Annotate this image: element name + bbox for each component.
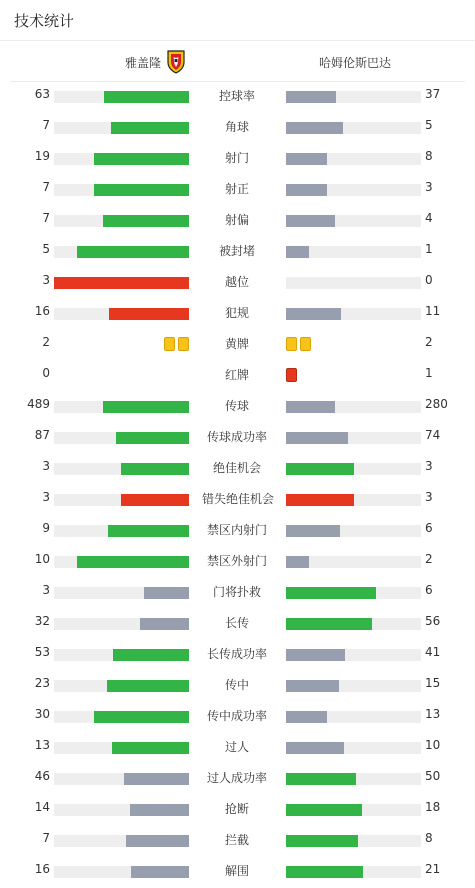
stat-label: 红牌 — [224, 368, 249, 382]
away-stat-value: 2 — [425, 552, 433, 566]
away-stat-value: 2 — [425, 335, 433, 349]
away-stat-bar-fill — [286, 742, 344, 754]
home-stat-bar — [54, 463, 189, 475]
home-stat-value: 63 — [34, 87, 50, 101]
away-stat-value: 56 — [425, 614, 441, 628]
home-stat-bar-fill — [113, 649, 189, 661]
away-stat-value: 280 — [425, 397, 448, 411]
stat-row — [0, 241, 475, 261]
home-stat-bar-fill — [109, 308, 189, 320]
home-stat-bar-fill — [77, 556, 189, 568]
home-stat-bar-fill — [144, 587, 189, 599]
home-stat-value: 30 — [34, 707, 50, 721]
away-stat-bar — [286, 649, 421, 661]
stat-row — [0, 179, 475, 199]
home-stat-value: 3 — [42, 490, 50, 504]
away-stat-bar — [286, 277, 421, 289]
away-stat-bar-fill — [286, 835, 358, 847]
stat-label: 门将扑救 — [212, 585, 261, 599]
away-stat-bar — [286, 711, 421, 723]
away-stat-bar-fill — [286, 401, 335, 413]
stat-row — [0, 365, 475, 385]
home-stat-value: 10 — [34, 552, 50, 566]
home-stat-bar — [54, 308, 189, 320]
home-stat-bar — [54, 525, 189, 537]
stat-row — [0, 644, 475, 664]
home-stat-bar-fill — [131, 866, 189, 878]
away-stat-bar — [286, 494, 421, 506]
stat-row — [0, 768, 475, 788]
away-stat-bar-fill — [286, 866, 363, 878]
stat-row — [0, 303, 475, 323]
home-team-name: 雅盖隆 — [124, 56, 161, 70]
home-stat-bar-fill — [121, 494, 189, 506]
home-stat-bar — [54, 742, 189, 754]
home-stat-value: 3 — [42, 273, 50, 287]
away-stat-bar-fill — [286, 432, 348, 444]
away-stat-bar — [286, 835, 421, 847]
stat-label: 过人 — [224, 740, 249, 754]
home-stat-bar-fill — [94, 184, 189, 196]
away-stat-bar — [286, 556, 421, 568]
yellow-card-icon — [164, 337, 175, 351]
away-stat-bar-fill — [286, 804, 362, 816]
away-stat-bar — [286, 742, 421, 754]
away-stat-bar-fill — [286, 215, 335, 227]
away-stat-bar-fill — [286, 153, 327, 165]
away-stat-value: 74 — [425, 428, 441, 442]
home-stat-bar — [54, 153, 189, 165]
home-stat-bar-fill — [130, 804, 189, 816]
away-stat-value: 50 — [425, 769, 441, 783]
away-stat-value: 3 — [425, 459, 433, 473]
away-stat-value: 37 — [425, 87, 441, 101]
home-stat-bar — [54, 711, 189, 723]
stat-row — [0, 458, 475, 478]
away-stat-bar-fill — [286, 308, 341, 320]
stat-label: 绝佳机会 — [212, 461, 261, 475]
away-team-header — [237, 46, 475, 78]
home-stat-bar-fill — [77, 246, 189, 258]
stat-label: 长传成功率 — [206, 647, 267, 661]
away-stat-value: 1 — [425, 242, 433, 256]
home-stat-bar-fill — [121, 463, 189, 475]
away-stat-bar — [286, 91, 421, 103]
divider — [10, 81, 465, 82]
home-stat-bar — [54, 246, 189, 258]
away-stat-value: 3 — [425, 180, 433, 194]
away-stat-bar-fill — [286, 525, 340, 537]
away-stat-bar — [286, 308, 421, 320]
stat-label: 犯规 — [224, 306, 249, 320]
away-stat-bar — [286, 153, 421, 165]
stat-row — [0, 830, 475, 850]
home-stat-value: 3 — [42, 459, 50, 473]
home-stat-bar — [54, 122, 189, 134]
away-stat-bar-fill — [286, 122, 343, 134]
stat-row — [0, 520, 475, 540]
home-stat-value: 23 — [34, 676, 50, 690]
home-stat-value: 13 — [34, 738, 50, 752]
home-stat-bar — [54, 680, 189, 692]
home-stat-bar — [54, 835, 189, 847]
stat-row — [0, 148, 475, 168]
stat-row — [0, 737, 475, 757]
away-stat-bar — [286, 773, 421, 785]
away-stat-value: 0 — [425, 273, 433, 287]
home-stat-bar-fill — [107, 680, 189, 692]
page-title: 技术统计 — [14, 12, 75, 30]
away-stat-bar — [286, 618, 421, 630]
home-stat-value: 5 — [42, 242, 50, 256]
stat-label: 传球成功率 — [206, 430, 267, 444]
stat-label: 传中 — [224, 678, 249, 692]
stat-label: 错失绝佳机会 — [202, 492, 275, 506]
home-stat-bar — [54, 432, 189, 444]
home-stat-value: 16 — [34, 862, 50, 876]
home-stat-bar — [54, 804, 189, 816]
stat-label: 黄牌 — [224, 337, 249, 351]
away-stat-bar-fill — [286, 680, 339, 692]
away-stat-value: 13 — [425, 707, 441, 721]
home-stat-value: 7 — [42, 180, 50, 194]
away-stat-bar-fill — [286, 246, 309, 258]
home-stat-bar — [54, 773, 189, 785]
stat-row — [0, 427, 475, 447]
stat-label: 传中成功率 — [206, 709, 267, 723]
home-stat-value: 7 — [42, 118, 50, 132]
home-cards — [164, 337, 189, 351]
away-stat-value: 18 — [425, 800, 441, 814]
away-stat-value: 10 — [425, 738, 441, 752]
home-stat-value: 46 — [34, 769, 50, 783]
home-stat-bar-fill — [108, 525, 189, 537]
home-stat-bar — [54, 649, 189, 661]
home-stat-bar-fill — [116, 432, 189, 444]
stat-row — [0, 582, 475, 602]
home-stat-bar — [54, 401, 189, 413]
away-stat-bar-fill — [286, 184, 327, 196]
stat-row — [0, 396, 475, 416]
away-stat-value: 41 — [425, 645, 441, 659]
home-stat-value: 87 — [34, 428, 50, 442]
away-stat-value: 8 — [425, 149, 433, 163]
away-stat-bar — [286, 215, 421, 227]
stat-label: 过人成功率 — [206, 771, 267, 785]
home-stat-value: 489 — [27, 397, 50, 411]
away-stat-value: 1 — [425, 366, 433, 380]
stat-row — [0, 86, 475, 106]
home-stat-value: 14 — [34, 800, 50, 814]
away-stat-value: 21 — [425, 862, 441, 876]
home-stat-bar-fill — [94, 711, 189, 723]
home-stat-bar — [54, 277, 189, 289]
stat-row — [0, 613, 475, 633]
away-cards — [286, 337, 311, 351]
home-stat-bar — [54, 866, 189, 878]
stat-label: 射门 — [224, 151, 249, 165]
stat-label: 传球 — [224, 399, 249, 413]
stat-row — [0, 334, 475, 354]
jagiellonia-crest-icon — [166, 49, 186, 74]
away-stat-bar — [286, 246, 421, 258]
stat-label: 禁区外射门 — [206, 554, 267, 568]
away-stat-bar-fill — [286, 587, 376, 599]
home-stat-value: 2 — [42, 335, 50, 349]
yellow-card-icon — [286, 337, 297, 351]
stat-row — [0, 861, 475, 881]
stat-label: 越位 — [224, 275, 249, 289]
home-stat-bar-fill — [103, 401, 189, 413]
away-stat-bar — [286, 184, 421, 196]
stat-row — [0, 489, 475, 509]
home-stat-value: 7 — [42, 831, 50, 845]
stat-label: 被封堵 — [218, 244, 255, 258]
home-stat-value: 19 — [34, 149, 50, 163]
away-stat-bar — [286, 680, 421, 692]
away-stat-value: 5 — [425, 118, 433, 132]
stat-row — [0, 272, 475, 292]
away-stat-bar — [286, 587, 421, 599]
away-stat-bar-fill — [286, 649, 345, 661]
away-cards — [286, 368, 297, 382]
stat-row — [0, 551, 475, 571]
away-stat-bar-fill — [286, 556, 309, 568]
home-stat-bar — [54, 184, 189, 196]
stat-label: 拦截 — [224, 833, 249, 847]
home-stat-bar — [54, 587, 189, 599]
home-stat-bar-fill — [124, 773, 189, 785]
home-stat-value: 7 — [42, 211, 50, 225]
home-stat-bar-fill — [103, 215, 189, 227]
home-stat-bar — [54, 494, 189, 506]
away-stat-bar — [286, 401, 421, 413]
away-stat-value: 6 — [425, 583, 433, 597]
away-stat-value: 11 — [425, 304, 441, 318]
stat-label: 角球 — [224, 120, 249, 134]
home-stat-bar — [54, 556, 189, 568]
away-stat-bar — [286, 525, 421, 537]
stat-label: 解围 — [224, 864, 249, 878]
stat-label: 射偏 — [224, 213, 249, 227]
home-stat-bar-fill — [54, 277, 189, 289]
stat-row — [0, 210, 475, 230]
stat-row — [0, 706, 475, 726]
away-stat-bar-fill — [286, 711, 327, 723]
stat-label: 长传 — [224, 616, 249, 630]
stat-row — [0, 799, 475, 819]
stat-label: 禁区内射门 — [206, 523, 267, 537]
away-stat-value: 4 — [425, 211, 433, 225]
stat-row — [0, 675, 475, 695]
stat-label: 抢断 — [224, 802, 249, 816]
home-team-header — [0, 46, 237, 78]
home-stat-bar-fill — [94, 153, 189, 165]
home-stat-bar-fill — [104, 91, 189, 103]
yellow-card-icon — [178, 337, 189, 351]
home-stat-value: 3 — [42, 583, 50, 597]
away-stat-bar — [286, 804, 421, 816]
home-stat-bar — [54, 215, 189, 227]
away-stat-value: 8 — [425, 831, 433, 845]
away-stat-bar — [286, 122, 421, 134]
away-stat-bar-fill — [286, 494, 354, 506]
home-stat-value: 16 — [34, 304, 50, 318]
home-stat-bar-fill — [112, 742, 189, 754]
divider — [0, 40, 475, 41]
home-stat-bar — [54, 91, 189, 103]
home-stat-value: 32 — [34, 614, 50, 628]
away-stat-bar-fill — [286, 91, 336, 103]
home-stat-bar — [54, 618, 189, 630]
home-stat-value: 0 — [42, 366, 50, 380]
stat-label: 控球率 — [218, 89, 255, 103]
away-team-name: 哈姆伦斯巴达 — [319, 56, 392, 70]
home-stat-value: 53 — [34, 645, 50, 659]
home-stat-value: 9 — [42, 521, 50, 535]
away-stat-bar — [286, 463, 421, 475]
home-stat-bar-fill — [140, 618, 189, 630]
home-stat-bar-fill — [126, 835, 189, 847]
away-stat-bar — [286, 432, 421, 444]
away-stat-bar-fill — [286, 618, 372, 630]
stat-label: 射正 — [224, 182, 249, 196]
away-stat-value: 3 — [425, 490, 433, 504]
yellow-card-icon — [300, 337, 311, 351]
stat-row — [0, 117, 475, 137]
home-stat-bar-fill — [111, 122, 189, 134]
away-stat-value: 15 — [425, 676, 441, 690]
red-card-icon — [286, 368, 297, 382]
away-stat-value: 6 — [425, 521, 433, 535]
away-stat-bar-fill — [286, 463, 354, 475]
away-stat-bar — [286, 866, 421, 878]
away-stat-bar-fill — [286, 773, 356, 785]
